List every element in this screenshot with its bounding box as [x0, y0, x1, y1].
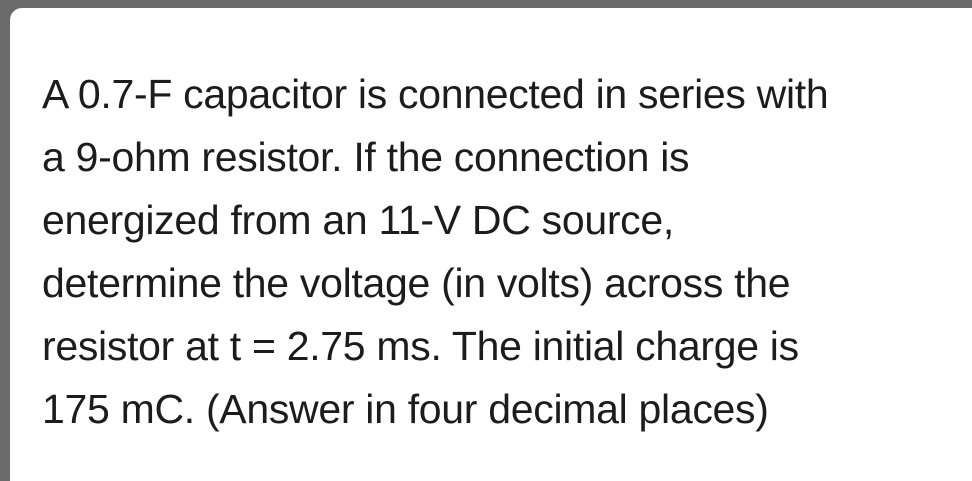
question-line-1: A 0.7-F capacitor is connected in series with: [42, 71, 829, 117]
question-line-5: resistor at t = 2.75 ms. The initial charge is: [42, 323, 799, 369]
question-line-2: a 9-ohm resistor. If the connection is: [42, 134, 690, 180]
question-text: [42, 63, 962, 441]
question-line-6: 175 mC. (Answer in four decimal places): [42, 386, 769, 432]
question-line-4: determine the voltage (in volts) across the: [42, 260, 791, 306]
question-line-3: energized from an 11-V DC source,: [42, 197, 674, 243]
